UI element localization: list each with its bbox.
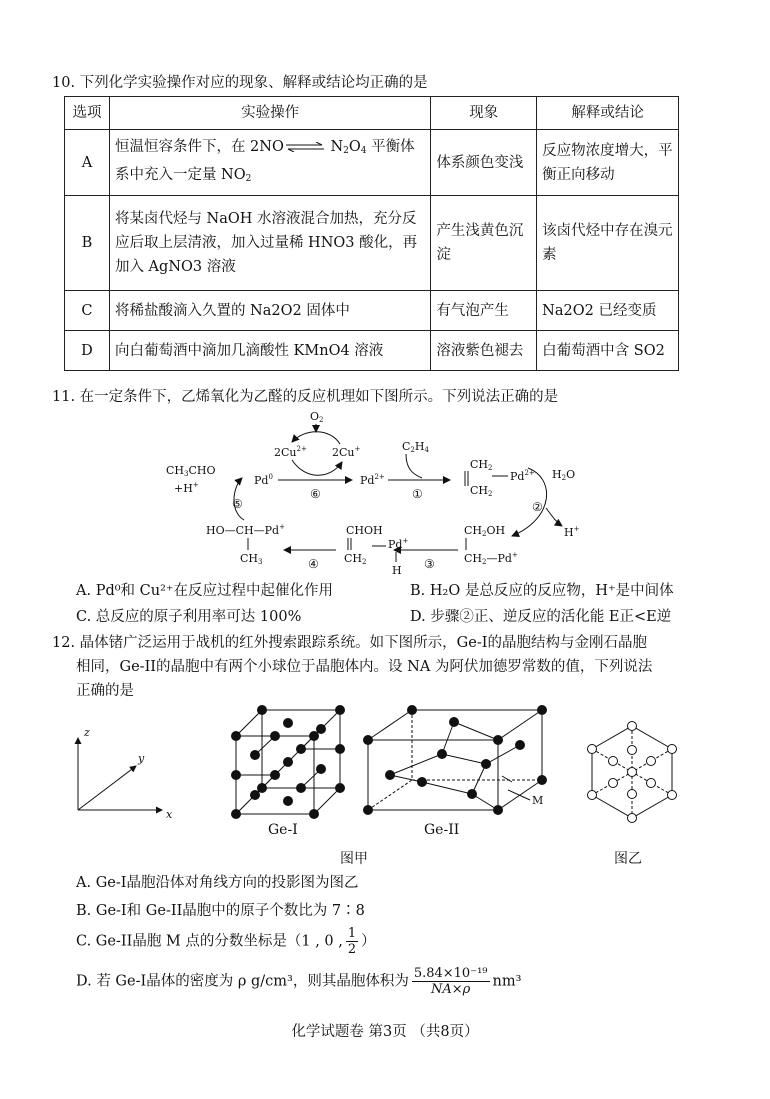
operation-part: N <box>325 138 344 155</box>
ch3-label: CH3 <box>240 552 263 566</box>
table-row <box>65 130 679 196</box>
row-conclusion: 反应物浓度增大，平衡正向移动 <box>537 130 679 196</box>
hplus2-label: H+ <box>564 525 580 539</box>
cu1-label: 2Cu+ <box>332 445 361 459</box>
ch2-pd-label: CH2—Pd+ <box>464 551 518 566</box>
row-conclusion: 该卤代烃中存在溴元素 <box>537 196 679 291</box>
step1-label: ① <box>412 487 423 501</box>
row-phenomenon: 产生浅黄色沉淀 <box>431 196 537 291</box>
axis-z-label: z <box>84 726 90 739</box>
c2h4-label: C2H4 <box>402 440 429 454</box>
row-option: D <box>65 331 110 371</box>
q11-option-a: A. Pd⁰和 Cu²⁺在反应过程中起催化作用 <box>76 583 334 599</box>
reaction-mechanism-diagram <box>160 408 600 576</box>
figure-yi-caption: 图乙 <box>614 851 642 867</box>
row-phenomenon: 有气泡产生 <box>431 291 537 331</box>
axis-y-label: y <box>138 752 145 765</box>
row-operation: 将稀盐酸滴入久置的 Na2O2 固体中 <box>109 291 430 331</box>
ch3cho-label: CH3CHO <box>166 464 216 478</box>
ge1-label: Ge-I <box>268 822 298 838</box>
ge1-unit-cell <box>222 700 352 840</box>
pd-enol-label: Pd+ <box>388 537 409 551</box>
axis-x-label: x <box>166 808 173 821</box>
operation-part: O <box>348 138 361 155</box>
fraction-numerator: 1 <box>347 926 357 941</box>
step6-label: ⑥ <box>310 487 321 501</box>
fraction-denominator: NA×ρ <box>431 982 471 997</box>
ge2-unit-cell <box>362 704 562 824</box>
row-conclusion: 白葡萄酒中含 SO2 <box>537 331 679 371</box>
q12-option-b: B. Ge-I和 Ge-II晶胞中的原子个数比为 7∶8 <box>76 903 365 919</box>
equilibrium-arrow-icon <box>284 142 326 152</box>
ge2-atoms <box>363 705 547 815</box>
ch2-lower: CH2 <box>470 484 493 498</box>
option-c-text: C. Ge-II晶胞 M 点的分数坐标是（1 , 0 , <box>76 933 343 950</box>
row-option: B <box>65 196 110 291</box>
pd2-complex-label: $Pd^{2+}$ <box>510 469 535 483</box>
table-row <box>65 196 679 291</box>
header-operation: 实验操作 <box>109 97 430 130</box>
q12-stem-line1: 12. 晶体锗广泛运用于战机的红外搜索跟踪系统。如下图所示，Ge-I的晶胞结构与金刚石晶胞 <box>52 635 647 651</box>
row-option: A <box>65 130 110 196</box>
step2-label: ② <box>532 500 543 514</box>
q12-option-c <box>76 926 376 957</box>
ch2-enol-label: CH2 <box>344 552 367 566</box>
header-conclusion: 解释或结论 <box>537 97 679 130</box>
pd2-label: $Pd^{2+}$ <box>360 473 385 487</box>
projection-hexagon <box>584 720 680 830</box>
fraction-denominator: 2 <box>347 942 357 957</box>
row-phenomenon: 溶液紫色褪去 <box>431 331 537 371</box>
row-operation: 将某卤代烃与 NaOH 水溶液混合加热，充分反应后取上层清液，加入过量稀 HNO3 酸化，再加入 AgNO3 溶液 <box>109 196 430 291</box>
choh-label: CHOH <box>346 524 383 537</box>
q12-stem-line3: 正确的是 <box>76 683 134 699</box>
q11-stem: 11. 在一定条件下，乙烯氧化为乙醛的反应机理如下图所示。下列说法正确的是 <box>52 389 559 405</box>
q11-option-b: B. H₂O 是总反应的反应物，H⁺是中间体 <box>410 583 674 599</box>
header-phenomenon: 现象 <box>431 97 537 130</box>
step4-label: ④ <box>308 557 319 571</box>
operation-part: 系中充入一定量 NO <box>114 166 246 183</box>
row-conclusion: Na2O2 已经变质 <box>537 291 679 331</box>
point-m-label: M <box>532 794 544 807</box>
row-phenomenon: 体系颜色变浅 <box>431 130 537 196</box>
operation-part: 恒温恒容条件下，在 2NO <box>114 138 284 155</box>
fraction-one-half <box>346 926 358 957</box>
o2-label: O2 <box>310 410 324 424</box>
table-row <box>65 331 679 371</box>
coordinate-axes <box>66 722 186 822</box>
row-option: C <box>65 291 110 331</box>
q12-option-d <box>76 966 521 997</box>
step5-label: ⑤ <box>232 497 243 511</box>
operation-part: 平衡体 <box>366 138 415 155</box>
fraction-numerator: 5.84×10⁻¹⁹ <box>413 966 488 981</box>
table-row <box>65 291 679 331</box>
ch2oh-label: CH2OH <box>464 524 506 538</box>
fraction-volume <box>412 966 490 997</box>
figure-jia-caption: 图甲 <box>340 851 368 867</box>
q10-table <box>64 96 679 371</box>
option-c-close: ） <box>361 933 376 950</box>
q12-option-a: A. Ge-I晶胞沿体对角线方向的投影图为图乙 <box>76 875 359 891</box>
h2o-label: H2O <box>552 468 576 482</box>
page-footer: 化学试题卷 第3页 （共8页） <box>291 1024 479 1040</box>
step3-label: ③ <box>424 557 435 571</box>
ho-ch-pd-label: HO—CH—Pd+ <box>206 523 285 537</box>
header-option: 选项 <box>65 97 110 130</box>
row-operation: 恒温恒容条件下，在 2NO $N_2O_4$ 平衡体 系中充入一定量 $NO_2$ <box>109 130 430 196</box>
h-label: H <box>392 564 402 576</box>
pd0-label: Pd$^0$ <box>254 473 273 487</box>
ch2-upper: CH2 <box>470 458 493 472</box>
q11-option-d: D. 步骤②正、逆反应的活化能 E正<E逆 <box>410 609 672 625</box>
cu2-label: $2Cu^{2+}$ <box>274 445 307 459</box>
option-d-text: D. 若 Ge-I晶体的密度为 ρ g/cm³，则其晶胞体积为 <box>76 973 409 990</box>
option-d-unit: nm³ <box>492 973 522 990</box>
q12-stem-line2: 相同，Ge-II的晶胞中有两个小球位于晶胞体内。设 NA 为阿伏加德罗常数的值，下列说法 <box>76 659 653 675</box>
q10-stem: 10. 下列化学实验操作对应的现象、解释或结论均正确的是 <box>52 75 428 91</box>
hplus-label: +H+ <box>174 481 199 495</box>
table-header-row <box>65 97 679 130</box>
ge2-label: Ge-II <box>424 822 460 838</box>
row-operation: 向白葡萄酒中滴加几滴酸性 KMnO4 溶液 <box>109 331 430 371</box>
q11-option-c: C. 总反应的原子利用率可达 100% <box>76 609 302 625</box>
